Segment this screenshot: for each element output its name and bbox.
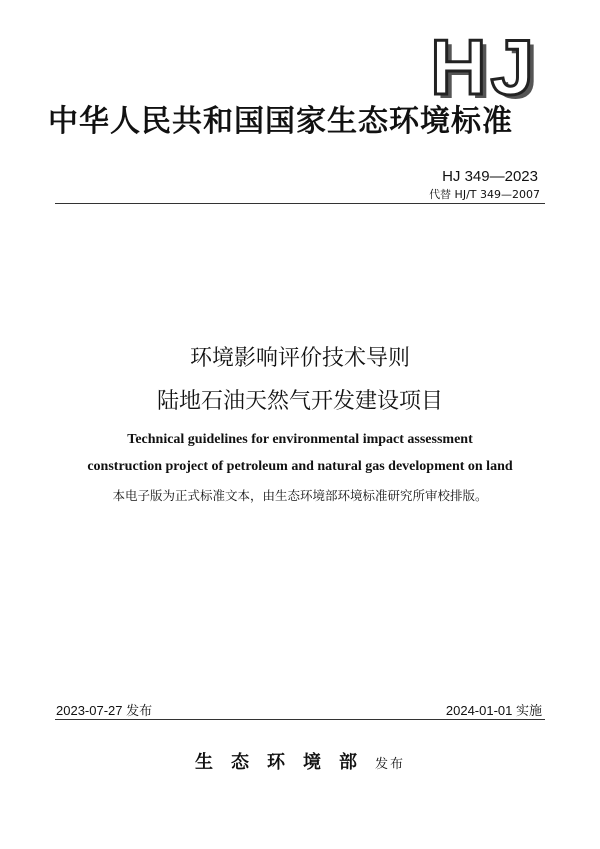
effective-date: 2024-01-01 实施 — [445, 703, 542, 718]
title-cn-line1: 环境影响评价技术导则 — [189, 346, 410, 371]
publisher-name: 生态环境部 — [194, 752, 375, 773]
top-divider — [55, 203, 545, 204]
publisher — [0, 748, 600, 774]
title-cn-line2: 陆地石油天然气开发建设项目 — [156, 389, 443, 414]
replaced-standard: 代替 HJ/T 349—2007 — [429, 188, 540, 201]
hj-logo: HJ — [430, 23, 538, 111]
issuer-title: 中华人民共和国国家生态环境标准 — [48, 104, 513, 139]
title-en-line1: Technical guidelines for environmental impact assessment — [127, 432, 473, 447]
title-en-line2: construction project of petroleum and natural gas development on land — [87, 459, 513, 474]
bottom-divider — [55, 719, 545, 720]
publisher-action: 发布 — [374, 757, 405, 772]
release-date: 2023-07-27 发布 — [56, 703, 153, 718]
standard-code: HJ 349—2023 — [442, 168, 538, 185]
edition-note: 本电子版为正式标准文本，由生态环境部环境标准研究所审校排版。 — [112, 488, 488, 503]
